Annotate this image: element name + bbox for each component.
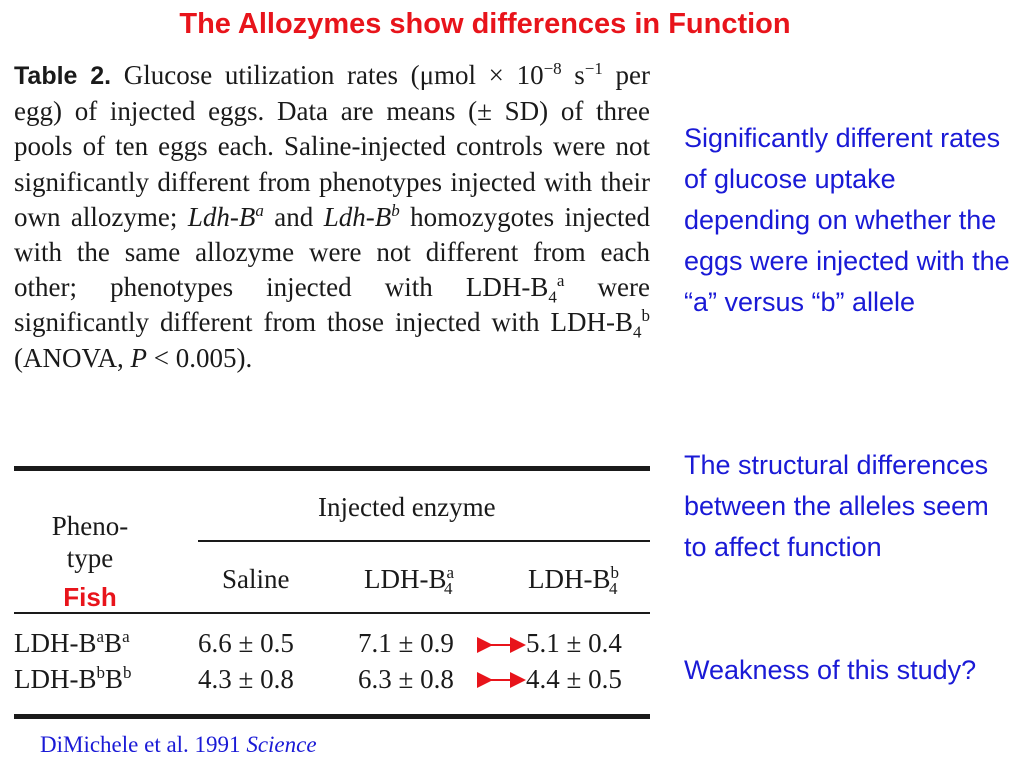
table-caption: Table 2. Glucose utilization rates ($\mu mol \times 10^{-8}$ $s^{-1}$ per egg) of injected eggs. Data are means (± SD) of three pools of ten eggs each. Saline-injected controls were not significantly different from phenotypes injected with their own allozyme; Ldh-$B^a$ and Ldh-$B^b$ homozygotes injected with the same allozyme were not different from each other; phenotypes injected with LDH-$B_4^a$ were significantly different from those injected with LDH-$B_4^b$ (ANOVA, P < 0.005). xyxy=(14,59,650,373)
col-header-saline: Saline xyxy=(222,564,290,594)
row2-phenotype: LDH-$B^bB^b$ xyxy=(14,663,132,694)
note-significant-difference: Significantly different rates of glucose uptake depending on whether the eggs were injected with the “a” versus “b” allele xyxy=(684,123,1010,317)
row2-saline: 4.3 ± 0.8 xyxy=(198,664,294,694)
row1-ldh-b: 5.1 ± 0.4 xyxy=(526,628,622,658)
note-structural-differences: The structural differences between the alleles seem to affect function xyxy=(684,450,989,562)
row1-phenotype: LDH-$B^aB^a$ xyxy=(14,627,130,658)
row2-ldh-b: 4.4 ± 0.5 xyxy=(526,664,622,694)
slide-title: The Allozymes show differences in Function xyxy=(179,8,791,40)
row2-ldh-a: 6.3 ± 0.8 xyxy=(358,664,454,694)
pheno-header: Pheno- type xyxy=(51,511,129,573)
fish-label: Fish xyxy=(63,582,117,612)
col-header-ldh-a: LDH-$B^a_4$ xyxy=(364,563,455,599)
citation: DiMichele et al. 1991 Science xyxy=(40,732,317,757)
row1-saline: 6.6 ± 0.5 xyxy=(198,628,294,658)
injected-enzyme-header: Injected enzyme xyxy=(318,492,496,522)
col-header-ldh-b: LDH-$B^b_4$ xyxy=(528,563,619,599)
note-weakness-question: Weakness of this study? xyxy=(684,655,977,685)
row1-ldh-a: 7.1 ± 0.9 xyxy=(358,628,454,658)
table-label: Table 2. xyxy=(14,62,112,90)
